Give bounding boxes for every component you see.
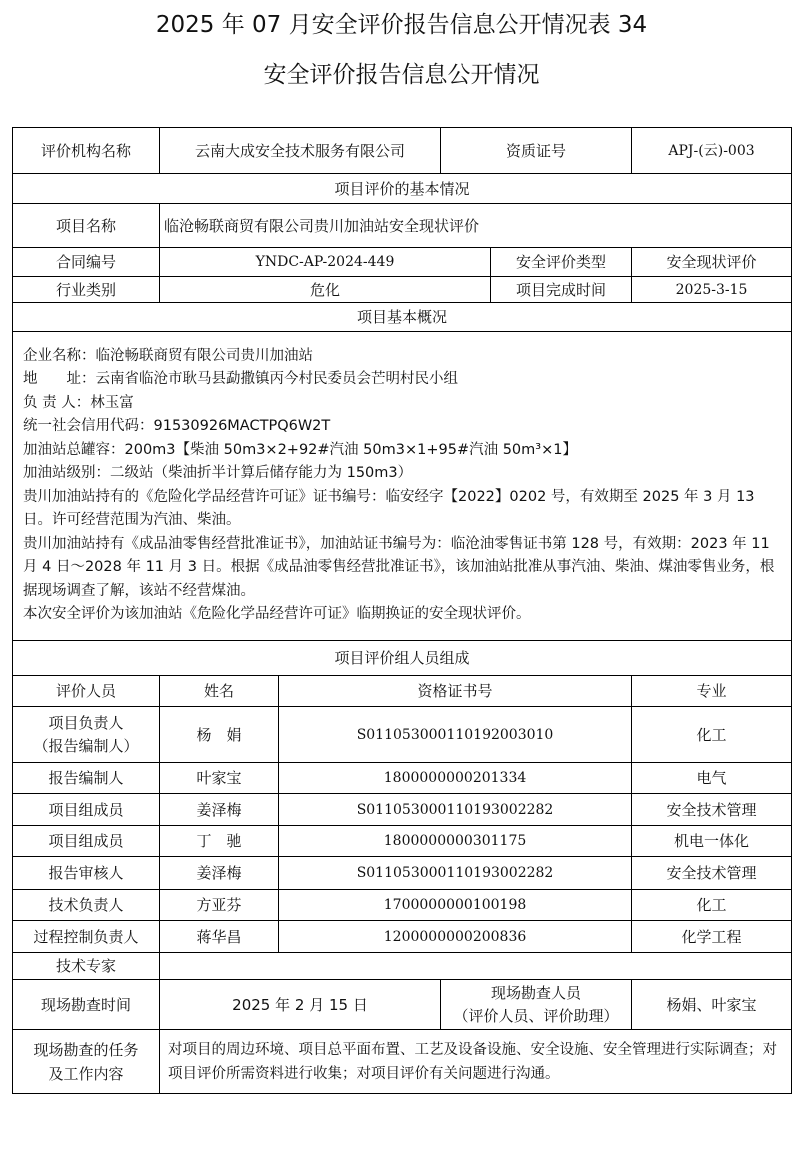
document-subtitle: 安全评价报告信息公开情况 — [263, 62, 540, 88]
member-cert: S011053000110193002282 — [279, 794, 632, 826]
member-name: 姜泽梅 — [160, 857, 279, 890]
member-cert: 1800000000201334 — [279, 763, 632, 794]
eval-type: 安全现状评价 — [632, 248, 792, 277]
member-cert: S011053000110192003010 — [279, 707, 632, 763]
overview-content — [13, 332, 792, 641]
expert-label: 技术专家 — [13, 953, 160, 980]
industry-label: 行业类别 — [13, 277, 160, 303]
tasks-label: 现场勘查的任务 及工作内容 — [13, 1030, 160, 1094]
member-name: 杨 娟 — [160, 707, 279, 763]
col-major-header: 专业 — [632, 676, 792, 707]
col-role-header: 评价人员 — [13, 676, 160, 707]
member-name: 叶家宝 — [160, 763, 279, 794]
member-role: 技术负责人 — [13, 890, 160, 921]
member-major: 化工 — [632, 707, 792, 763]
member-cert: 1200000000200836 — [279, 921, 632, 953]
member-cert: S011053000110193002282 — [279, 857, 632, 890]
table-row — [13, 707, 792, 763]
member-major: 安全技术管理 — [632, 857, 792, 890]
survey-row — [13, 980, 792, 1030]
survey-staff: 杨娟、叶家宝 — [632, 980, 792, 1030]
member-major: 安全技术管理 — [632, 794, 792, 826]
survey-time-label: 现场勘查时间 — [13, 980, 160, 1030]
overview-line: 企业名称：临沧畅联商贸有限公司贵川加油站 — [23, 347, 313, 364]
survey-staff-label: 现场勘查人员 （评价人员、评价助理） — [441, 980, 632, 1030]
overview-line: 加油站级别：二级站（柴油折半计算后储存能力为 150m3） — [23, 465, 413, 481]
member-role: 项目组成员 — [13, 794, 160, 826]
complete-date: 2025-3-15 — [632, 277, 792, 303]
survey-time: 2025 年 2 月 15 日 — [160, 980, 441, 1030]
cert-label: 资质证号 — [441, 128, 632, 174]
table-row — [13, 890, 792, 921]
info-table — [12, 127, 792, 1094]
complete-label: 项目完成时间 — [491, 277, 632, 303]
member-cert: 1800000000301175 — [279, 826, 632, 857]
team-columns-row — [13, 676, 792, 707]
member-cert: 1700000000100198 — [279, 890, 632, 921]
member-name: 姜泽梅 — [160, 794, 279, 826]
project-name: 临沧畅联商贸有限公司贵川加油站安全现状评价 — [160, 204, 792, 248]
overview-line: 负 责 人：林玉富 — [23, 394, 134, 411]
col-cert-header: 资格证书号 — [279, 676, 632, 707]
member-role: 项目组成员 — [13, 826, 160, 857]
member-name: 丁 驰 — [160, 826, 279, 857]
tasks-row — [13, 1030, 792, 1094]
eval-type-label: 安全评价类型 — [491, 248, 632, 277]
expert-row — [13, 953, 792, 980]
project-name-row — [13, 204, 792, 248]
contract-row — [13, 248, 792, 277]
member-major: 化学工程 — [632, 921, 792, 953]
member-major: 电气 — [632, 763, 792, 794]
col-name-header: 姓名 — [160, 676, 279, 707]
tasks-content: 对项目的周边环境、项目总平面布置、工艺及设备设施、安全设施、安全管理进行实际调查；对项目评价所需资料进行收集；对项目评价有关问题进行沟通。 — [160, 1030, 792, 1094]
contract-label: 合同编号 — [13, 248, 160, 277]
overview-line: 本次安全评价为该加油站《危险化学品经营许可证》临期换证的安全现状评价。 — [23, 606, 531, 622]
overview-line: 贵川加油站持有的《危险化学品经营许可证》证书编号：临安经字【2022】0202 号，有效期至 2025 年 3 月 13 日。许可经营范围为汽油、柴油。 — [23, 488, 755, 528]
member-major: 机电一体化 — [632, 826, 792, 857]
member-name: 蒋华昌 — [160, 921, 279, 953]
expert-value — [160, 953, 792, 980]
table-row — [13, 857, 792, 890]
member-role: 报告编制人 — [13, 763, 160, 794]
member-role: 报告审核人 — [13, 857, 160, 890]
table-row — [13, 794, 792, 826]
member-role: 过程控制负责人 — [13, 921, 160, 953]
overview-line: 贵川加油站持有《成品油零售经营批准证书》，加油站证书编号为：临沧油零售证书第 128 号，有效期：2023 年 11 月 4 日～2028 年 11 月 3 日。根据《成品油零售经营批准证书》，该加油站批准从事汽油、柴油、煤油零售业务，根据现场调查了解，该站不经营煤油。 — [23, 535, 775, 599]
basic-info-header: 项目评价的基本情况 — [13, 174, 792, 204]
agency-name: 云南大成安全技术服务有限公司 — [160, 128, 441, 174]
member-role: 项目负责人 （报告编制人） — [13, 707, 160, 763]
cert-number: APJ-(云)-003 — [632, 128, 792, 174]
member-name: 方亚芬 — [160, 890, 279, 921]
document-title: 2025 年 07 月安全评价报告信息公开情况表 34 — [155, 12, 648, 38]
contract-number: YNDC-AP-2024-449 — [160, 248, 491, 277]
overview-line: 加油站总罐容：200m3【柴油 50m3×2+92#汽油 50m3×1+95#汽油 50m³×1】 — [23, 441, 577, 458]
member-major: 化工 — [632, 890, 792, 921]
overview-line: 地 址：云南省临沧市耿马县勐撒镇丙今村民委员会芒明村民小组 — [23, 371, 458, 387]
industry-row — [13, 277, 792, 303]
table-row — [13, 826, 792, 857]
table-row — [13, 763, 792, 794]
team-header: 项目评价组人员组成 — [13, 641, 792, 676]
project-name-label: 项目名称 — [13, 204, 160, 248]
overview-header: 项目基本概况 — [13, 303, 792, 332]
overview-line: 统一社会信用代码：91530926MACTPQ6W2T — [23, 418, 331, 434]
agency-row — [13, 128, 792, 174]
table-row — [13, 921, 792, 953]
industry: 危化 — [160, 277, 491, 303]
agency-label: 评价机构名称 — [13, 128, 160, 174]
